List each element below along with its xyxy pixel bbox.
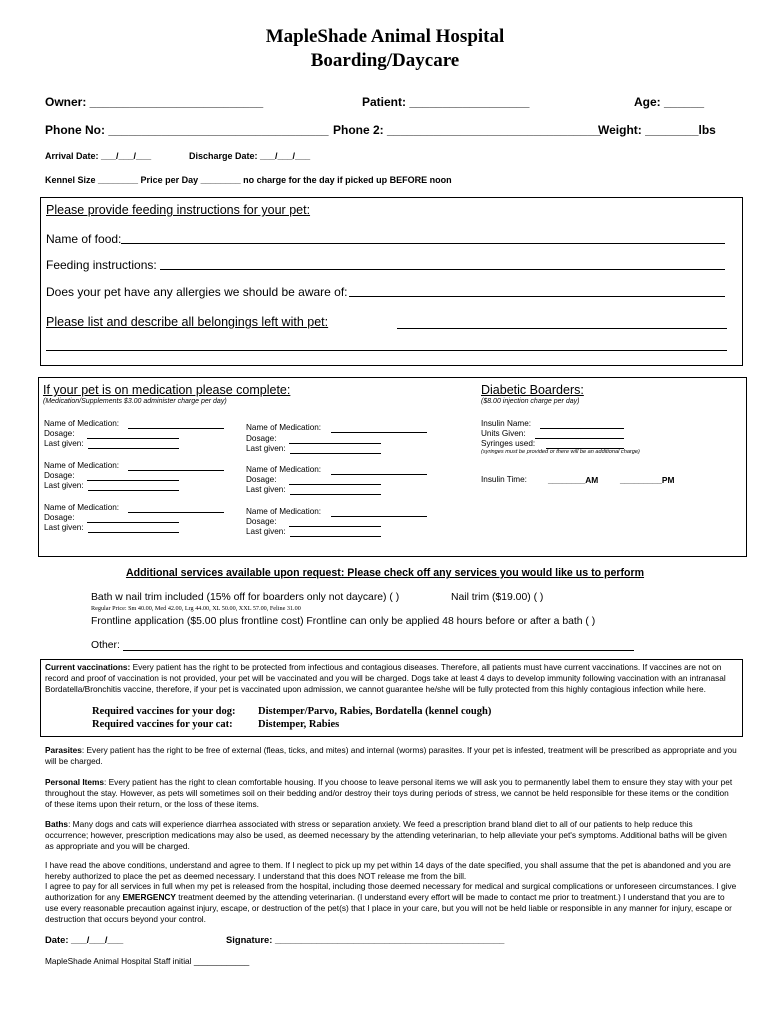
med-dosage-input[interactable] [87, 438, 179, 439]
signature-field[interactable]: Signature: ____________________________________________ [226, 934, 505, 945]
insulin-time-pm[interactable]: _________PM [620, 475, 675, 485]
kennel-size-field[interactable]: Kennel Size ________ Price per Day ________ no charge for the day if picked up BEFORE noon [45, 175, 452, 185]
date-field[interactable]: Date: ___/___/___ [45, 934, 124, 945]
med-name-input[interactable] [331, 474, 427, 475]
vaccinations-text: Current vaccinations: Every patient has the right to be protected from infectious and contagious diseases. Therefore, all patients must have current vaccinations. If vaccines are not on record and proof of vaccination is not provided, your pet will be vaccinated and you will be charged. Dogs take at least 4 days to develop immunity following vaccination with an intranasal Bordatella/Bronchitis vaccine, therefore, if your pet is vaccinated upon admission, we cannot guarantee he/she will be fully protected from this highly contagious infection while here. [45, 662, 726, 694]
agreement-abandonment: I have read the above conditions, understand and agree to them. If I neglect to pick up my pet within 14 days of the date specified, you shall assume that the pet is abandoned and you are hereby authorized to place the pet as deemed necessary. I understand that this does NOT release me from the bill. [45, 860, 731, 881]
patient-field[interactable]: Patient: __________________ [362, 95, 530, 109]
food-input[interactable] [121, 243, 725, 244]
med-last-label: Last given: [246, 485, 286, 494]
med-dosage-label: Dosage: [44, 513, 75, 522]
bath-regular-prices: Regular Price: Sm 40.00, Med 42.00, Lrg 44.00, XL 50.00, XXL 57.00, Feline 31.00 [91, 605, 301, 612]
belongings-label: Please list and describe all belongings left with pet: [46, 315, 329, 329]
phone-field[interactable]: Phone No: _________________________________ [45, 123, 329, 137]
allergies-input[interactable] [349, 296, 725, 297]
med-last-input[interactable] [290, 536, 381, 537]
med-dosage-label: Dosage: [44, 429, 75, 438]
syringe-note: (syringes must be provided or there will be an additional charge) [481, 449, 640, 455]
med-last-input[interactable] [88, 490, 179, 491]
diabetic-heading: Diabetic Boarders: [481, 383, 584, 397]
feeding-instructions-input[interactable] [160, 269, 725, 270]
units-given-label: Units Given: [481, 429, 526, 438]
med-dosage-input[interactable] [289, 526, 381, 527]
personal-items-policy: Personal Items: Every patient has the right to clean comfortable housing. If you choose to leave personal items we will ask you to permanently label them to ensure they stay with your pet throughout the stay. However, as pets will sometimes soil on their bedding and/or destroy their toys during periods of stress, we cannot be held responsible for these items or the condition of these items upon their return, or the loss of these items. [45, 777, 733, 809]
dog-vaccines-label: Required vaccines for your dog: [92, 706, 236, 717]
cat-vaccines-label: Required vaccines for your cat: [92, 719, 233, 730]
allergies-label: Does your pet have any allergies we should be aware of: [46, 285, 348, 299]
med-last-label: Last given: [44, 439, 84, 448]
feeding-instructions-label: Feeding instructions: [46, 258, 157, 272]
units-given-input[interactable] [535, 438, 624, 439]
med-dosage-input[interactable] [87, 522, 179, 523]
med-name-input[interactable] [128, 470, 224, 471]
baths-policy: Baths: Many dogs and cats will experience diarrhea associated with stress or separation anxiety. We feed a prescription brand bland diet to all of our patients to help reduce this occurrence; however, prescription medications may also be used, as deemed necessary by the attending veterinarian, to help alleviate your pet's symptoms. Additional baths will be given as appropriate and you will be charged. [45, 819, 727, 851]
med-last-label: Last given: [246, 444, 286, 453]
med-last-label: Last given: [44, 523, 84, 532]
med-dosage-label: Dosage: [246, 517, 277, 526]
insulin-name-input[interactable] [540, 428, 624, 429]
med-last-input[interactable] [290, 494, 381, 495]
medication-note: (Medication/Supplements $3.00 administer charge per day) [43, 398, 227, 405]
med-last-label: Last given: [44, 481, 84, 490]
nail-trim-option[interactable]: Nail trim ($19.00) ( ) [451, 592, 544, 603]
discharge-date-field[interactable]: Discharge Date: ___/___/___ [189, 151, 311, 161]
dog-vaccines-value: Distemper/Parvo, Rabies, Bordatella (kennel cough) [258, 706, 492, 717]
med-name-label: Name of Medication: [44, 503, 120, 512]
bath-service-option[interactable]: Bath w nail trim included (15% off for boarders only not daycare) ( ) [91, 592, 400, 603]
med-dosage-input[interactable] [289, 484, 381, 485]
food-label: Name of food: [46, 232, 122, 246]
insulin-time-label: Insulin Time: [481, 475, 527, 484]
med-dosage-label: Dosage: [246, 475, 277, 484]
med-name-label: Name of Medication: [44, 419, 120, 428]
page-subtitle: Boarding/Daycare [310, 50, 460, 71]
med-name-label: Name of Medication: [246, 507, 322, 516]
page-title: MapleShade Animal Hospital [265, 26, 505, 47]
frontline-option[interactable]: Frontline application ($5.00 plus frontline cost) Frontline can only be applied 48 hours before or after a bath ( ) [91, 616, 596, 627]
med-name-label: Name of Medication: [246, 465, 322, 474]
med-name-input[interactable] [128, 428, 224, 429]
med-dosage-label: Dosage: [44, 471, 75, 480]
phone2-field[interactable]: Phone 2: ________________________________ [333, 123, 601, 137]
weight-field[interactable]: Weight: ________lbs [598, 123, 716, 137]
other-label: Other: [91, 640, 120, 651]
med-last-input[interactable] [88, 448, 179, 449]
med-last-label: Last given: [246, 527, 286, 536]
owner-field[interactable]: Owner: __________________________ [45, 95, 264, 109]
med-name-input[interactable] [331, 432, 427, 433]
services-heading: Additional services available upon request: Please check off any services you would like us to perform [125, 567, 645, 579]
med-name-label: Name of Medication: [246, 423, 322, 432]
arrival-date-field[interactable]: Arrival Date: ___/___/___ [45, 151, 152, 161]
med-dosage-input[interactable] [289, 443, 381, 444]
med-name-label: Name of Medication: [44, 461, 120, 470]
diabetic-note: ($8.00 injection charge per day) [481, 398, 580, 405]
feeding-heading: Please provide feeding instructions for your pet: [46, 203, 311, 217]
med-dosage-label: Dosage: [246, 434, 277, 443]
parasites-policy: Parasites: Every patient has the right to be free of external (fleas, ticks, and mites) and internal (worms) parasites. If your pet is infested, treatment will be prescribed as appropriate and you will be charged. [45, 745, 737, 766]
insulin-time-am[interactable]: ________AM [548, 475, 599, 485]
med-name-input[interactable] [128, 512, 224, 513]
cat-vaccines-value: Distemper, Rabies [258, 719, 340, 730]
belongings-input-2[interactable] [46, 350, 727, 351]
feeding-section [40, 197, 743, 366]
insulin-name-label: Insulin Name: [481, 419, 532, 428]
staff-initial-field[interactable]: MapleShade Animal Hospital Staff initial ____________ [45, 956, 250, 966]
agreement-payment: I agree to pay for all services in full when my pet is released from the hospital, including those deemed necessary for medical and surgical complications or unforeseen circumstances. I give authorization for any EMERGENCY treatment deemed by the attending veterinarian. (I understand every effort will be made to contact me prior to treatment.) I understand that you are to use every reasonable precaution against injury, escape, or destruction of the pet(s) that I place in your care, but you will not be held liable or responsible in any manner for injury, escape or destruction that occurs beyond your control. [45, 881, 737, 924]
med-dosage-input[interactable] [87, 480, 179, 481]
belongings-input-1[interactable] [397, 328, 727, 329]
syringes-used-label: Syringes used: [481, 439, 536, 448]
med-name-input[interactable] [331, 516, 427, 517]
med-last-input[interactable] [88, 532, 179, 533]
age-field[interactable]: Age: ______ [634, 95, 705, 109]
other-input[interactable] [123, 650, 634, 651]
medication-heading: If your pet is on medication please complete: [43, 383, 291, 397]
med-last-input[interactable] [290, 453, 381, 454]
